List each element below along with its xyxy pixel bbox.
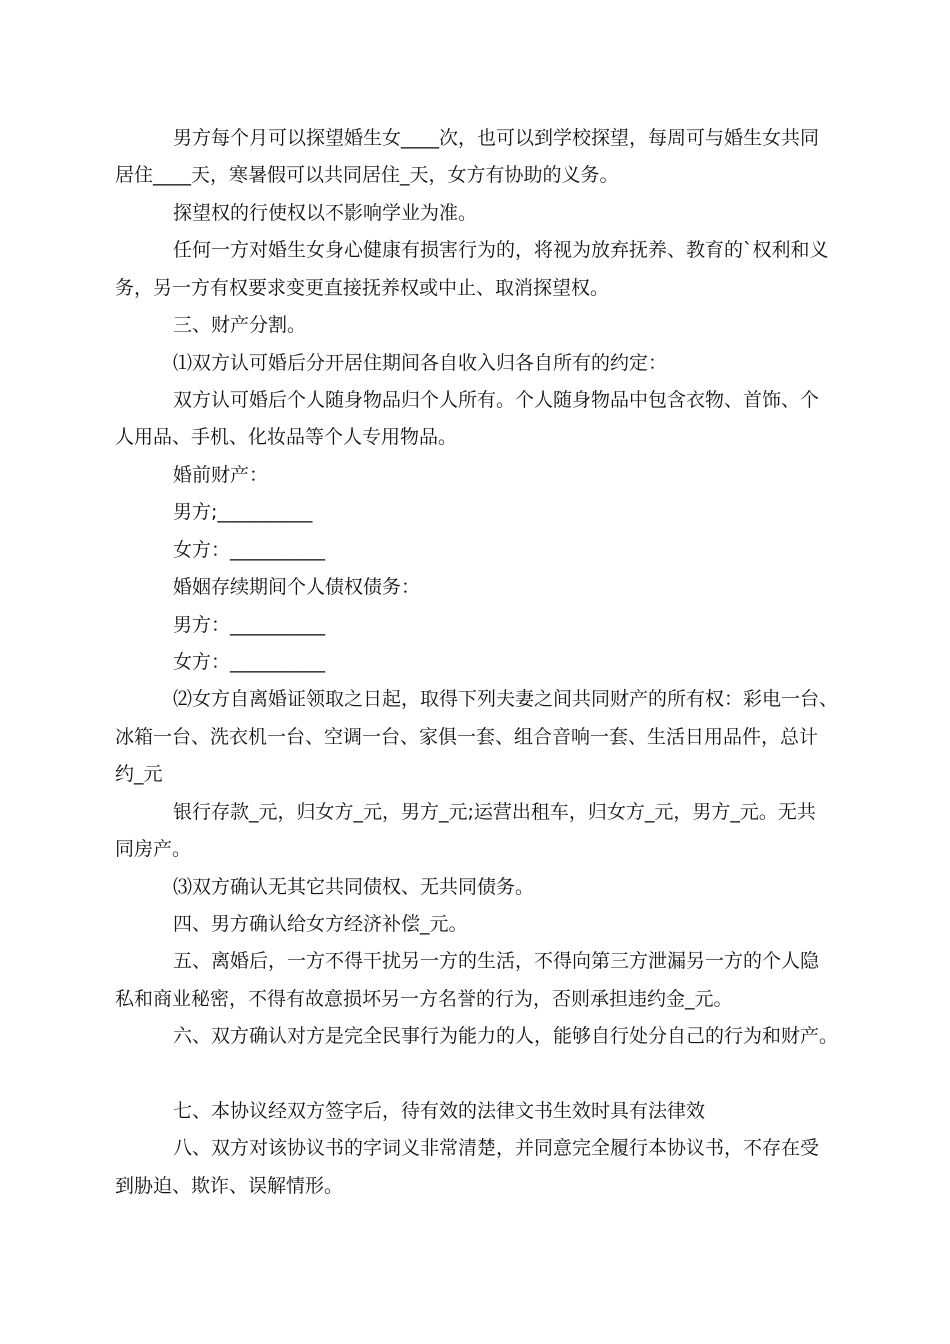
- blank-field-line: 女方：__________: [173, 651, 326, 673]
- paragraph-line: 到胁迫、欺诈、误解情形。: [115, 1175, 344, 1197]
- paragraph-line: 婚前财产：: [173, 464, 269, 486]
- paragraph-line: 银行存款_元，归女方_元，男方_元;运营出租车，归女方_元，男方_元。无共: [173, 801, 816, 823]
- paragraph-line: 同房产。: [115, 838, 192, 860]
- section-heading: 八、双方对该协议书的字词义非常清楚，并同意完全履行本协议书，不存在受: [173, 1137, 820, 1159]
- section-heading: 七、本协议经双方签字后，待有效的法律文书生效时具有法律效: [173, 1100, 706, 1122]
- paragraph-line: 人用品、手机、化妆品等个人专用物品。: [115, 426, 458, 448]
- paragraph-line: 私和商业秘密，不得有故意损坏另一方名誉的行为，否则承担违约金_元。: [115, 988, 733, 1010]
- section-heading: 六、双方确认对方是完全民事行为能力的人，能够自行处分自己的行为和财产。: [173, 1025, 839, 1047]
- paragraph-line: 婚姻存续期间个人债权债务：: [173, 576, 421, 598]
- paragraph-line: 冰箱一台、洗衣机一台、空调一台、家俱一套、组合音响一套、生活日用品件，总计: [115, 726, 819, 748]
- paragraph-line: ⑴双方认可婚后分开居住期间各自收入归各自所有的约定：: [173, 352, 668, 374]
- section-heading: 五、离婚后，一方不得干扰另一方的生活，不得向第三方泄漏另一方的个人隐: [173, 950, 820, 972]
- blank-field-line: 男方;__________: [173, 501, 313, 523]
- paragraph-line: 任何一方对婚生女身心健康有损害行为的，将视为放弃抚养、教育的`权利和义: [173, 239, 829, 261]
- paragraph-line: 探望权的行使权以不影响学业为准。: [173, 202, 478, 224]
- paragraph-line: 务，另一方有权要求变更直接抚养权或中止、取消探望权。: [115, 277, 610, 299]
- blank-field-line: 男方：__________: [173, 614, 326, 636]
- paragraph-line: 男方每个月可以探望婚生女____次，也可以到学校探望，每周可与婚生女共同: [173, 127, 820, 149]
- blank-field-line: 女方：__________: [173, 539, 326, 561]
- paragraph-line: ⑵女方自离婚证领取之日起，取得下列夫妻之间共同财产的所有权：彩电一台、: [173, 688, 839, 710]
- section-heading: 四、男方确认给女方经济补偿_元。: [173, 913, 468, 935]
- paragraph-line: 约_元: [115, 763, 163, 785]
- paragraph-line: 双方认可婚后个人随身物品归个人所有。个人随身物品中包含衣物、首饰、个: [173, 389, 820, 411]
- paragraph-line: 居住____天，寒暑假可以共同居住_天，女方有协助的义务。: [115, 164, 619, 186]
- paragraph-line: ⑶双方确认无其它共同债权、无共同债务。: [173, 876, 535, 898]
- section-heading: 三、财产分割。: [173, 314, 307, 336]
